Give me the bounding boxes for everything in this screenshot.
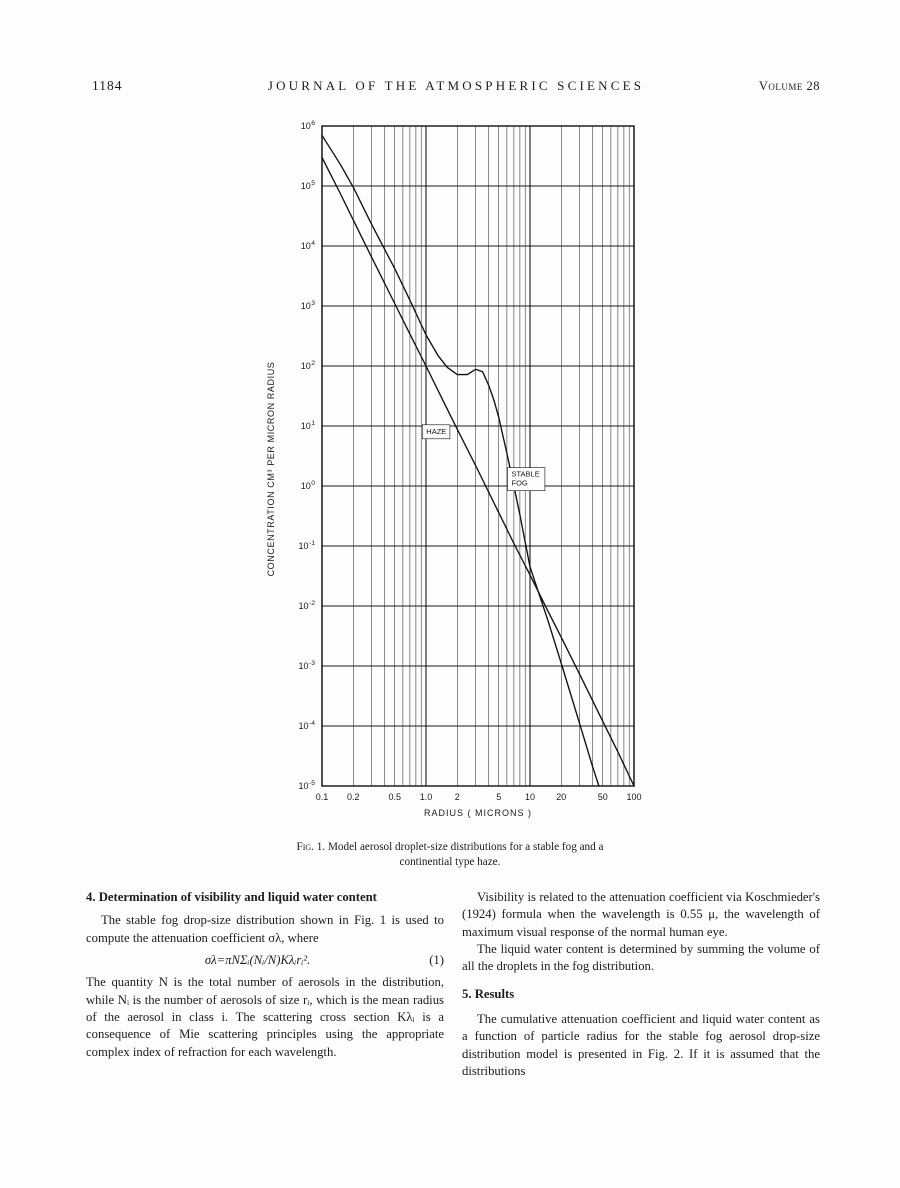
svg-text:105: $10^5$ [300,180,315,191]
body-text [86,889,820,1080]
section-4-paragraph-1: The stable fog drop-size distribution shown in Fig. 1 is used to compute the attenuation coefficient σλ, where [86,913,444,945]
figure1-caption-text: Model aerosol droplet-size distributions for a stable fog and a continential type haze. [327,841,604,868]
section-5-paragraph-1: The cumulative attenuation coefficient and liquid water content as a function of particle radius for the stable fog aerosol drop-size distribution model is presented in Fig. 2. If it is assumed that the distributions [462,1011,820,1078]
section-4-heading: 4. Determination of visibility and liquid water content [86,890,377,905]
svg-text:10: 10 [524,792,536,802]
svg-text:0.1: 0.1 [315,792,329,802]
volume-label: Volume 28 [758,79,820,93]
page-number: 1184 [92,78,123,93]
svg-text:RADIUS ( MICRONS ): RADIUS ( MICRONS ) [424,808,532,818]
svg-text:101: $10^1$ [300,420,315,431]
svg-text:100: $10^0$ [300,480,315,491]
right-paragraph-2: The liquid water content is determined by summing the volume of all the droplets in the fog distribution. [462,942,820,974]
equation-1: σλ=πNΣᵢ(Nᵢ/N)Kλᵢrᵢ². [204,953,311,968]
svg-text:5: 5 [496,792,502,802]
figure1-caption [278,840,623,869]
figure1-caption-label: Fig. 1. [296,841,326,853]
section-4-paragraph-2: The quantity N is the total number of aerosols in the distribution, while Nᵢ is the number of aerosols of size rᵢ, which is the mean radius of the aerosol in class i. The scattering cross section Kλᵢ is a consequence of Mie scattering principles using the appropriate complex index of refraction for each wavelength. [86,975,444,1059]
svg-text:0.5: 0.5 [388,792,401,802]
svg-text:HAZE: HAZE [426,426,447,436]
svg-text:102: $10^2$ [300,360,315,371]
svg-text:106: $10^6$ [300,120,315,131]
equation-1-number: (1) [429,953,444,968]
equation-1-row [86,952,444,969]
figure-1 [258,112,668,834]
right-paragraph-1: Visibility is related to the attenuation coefficient via Koschmieder's (1924) formula when the wavelength is 0.55 μ, the wavelength of maximum visual response of the normal human eye. [462,890,820,939]
svg-text:10-1: $10^{-1}$ [298,540,315,551]
right-column [462,889,820,1080]
svg-text:CONCENTRATION CM³ PER MICRON R: CONCENTRATION CM³ PER MICRON RADIUS [266,361,276,577]
svg-text:103: $10^3$ [300,300,315,311]
journal-title: JOURNAL OF THE ATMOSPHERIC SCIENCES [267,78,645,93]
svg-text:100: 100 [626,792,642,802]
svg-text:0.2: 0.2 [347,792,360,802]
svg-text:10-3: $10^{-3}$ [298,660,315,671]
section-5-heading: 5. Results [462,986,515,1001]
svg-text:STABLE: STABLE [511,469,540,479]
page-header [92,78,820,98]
left-column [86,889,444,1080]
figure1-chart [258,112,668,834]
svg-text:FOG: FOG [511,478,528,488]
svg-text:104: $10^4$ [300,240,315,251]
svg-text:10-4: $10^{-4}$ [298,720,315,731]
svg-text:50: 50 [597,792,608,802]
svg-text:2: 2 [454,792,460,802]
svg-text:20: 20 [556,792,567,802]
svg-text:10-2: $10^{-2}$ [298,600,315,611]
svg-text:1.0: 1.0 [419,792,433,802]
svg-text:10-5: $10^{-5}$ [298,780,315,791]
